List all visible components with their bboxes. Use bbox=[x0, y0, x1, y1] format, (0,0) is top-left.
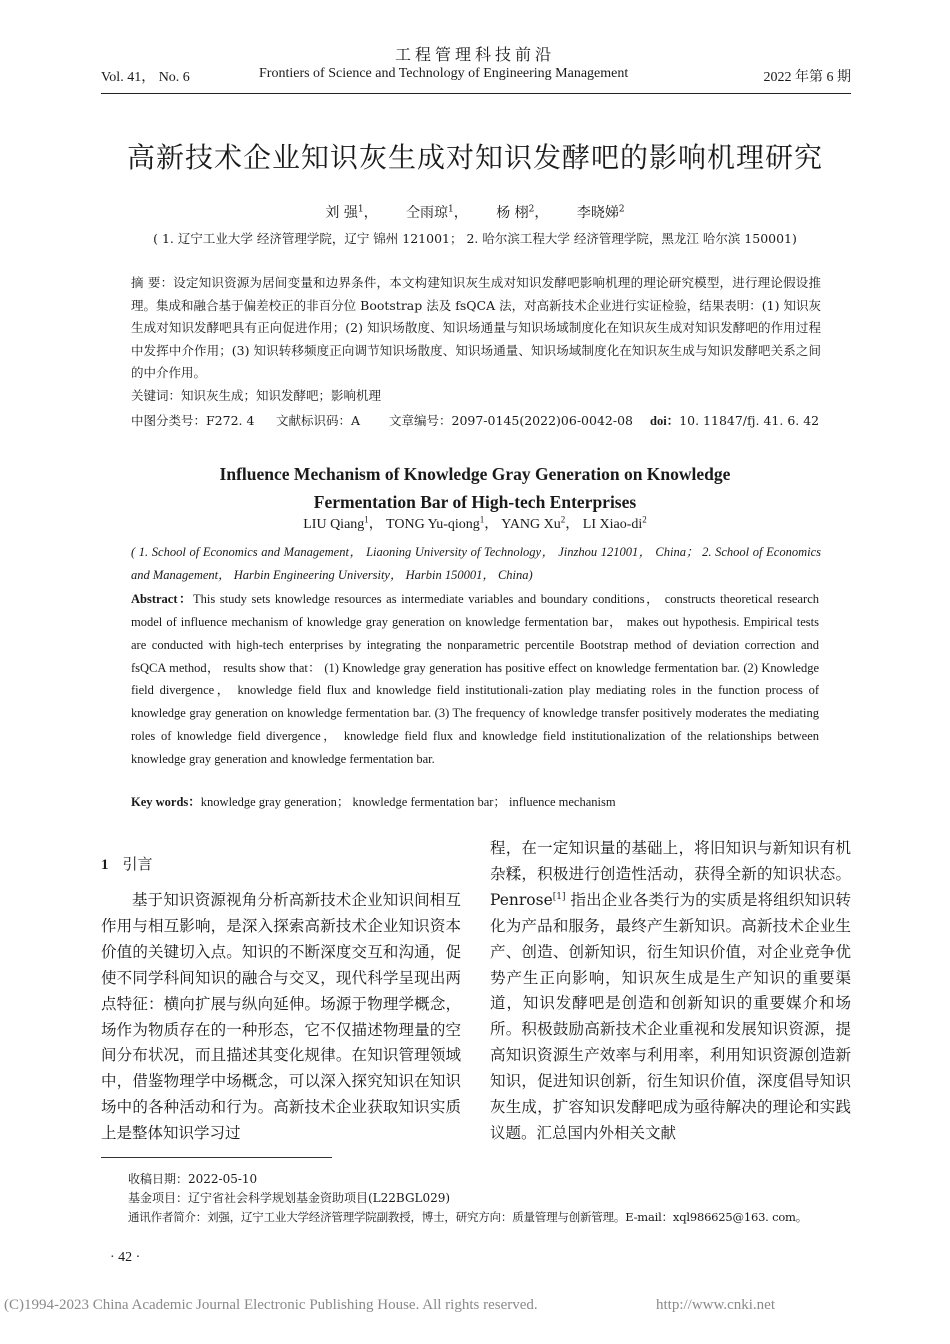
abstract-en-label: Abstract： bbox=[131, 592, 193, 606]
page-number: · 42 · bbox=[110, 1250, 141, 1265]
body-column-right: 程，在一定知识量的基础上，将旧知识与新知识有机杂糅，积极进行创造性活动，获得全新的知识状态。Penrose[1] 指出企业各类行为的实质是将组织知识转化为产品和服务，最终产生新知识。高新技术企业生产、创造、创新知识，衍生知识价值，对企业竞争优势产生正向影响，知识灰生成是生产知识的重要渠道，知识发酵吧是创造和创新知识的重要媒介和场所。积极鼓励高新技术企业重视和发展知识资源，提高知识资源生产效率与利用率，利用知识资源创造新知识，促进知识创新，衍生知识价值，深度倡导知识灰生成，扩容知识发酵吧成为亟待解决的理论和实践议题。汇总国内外相关文献 bbox=[490, 839, 851, 1142]
doi: doi：10. 11847/fj. 41. 6. 42 bbox=[650, 413, 820, 428]
author-cn: 仝雨琼$^1$， bbox=[406, 204, 468, 221]
volume-issue: Vol. 41， No. 6 bbox=[101, 70, 190, 85]
abstract-en bbox=[131, 588, 819, 771]
article-number: 文章编号：2097-0145(2022)06-0042-08 bbox=[389, 413, 633, 428]
journal-title-en: Frontiers of Science and Technology of Engineering Management bbox=[259, 66, 629, 81]
paper-title-cn: 高新技术企业知识灰生成对知识发酵吧的影响机理研究 bbox=[126, 141, 823, 174]
abstract-en-text: This study sets knowledge resources as intermediate variables and boundary conditions， constructs theoretical research model of influence mechanism of knowledge gray generation on knowledge fermentation bar， makes out hypothesis. Empirical tests are conducted with high-tech enterprises by integrating the nonparametric percentile Bootstrap method of deviation correction and fsQCA method， results show that： (1) Knowledge gray generation has positive effect on knowledge fermentation bar. (2) Knowledge field divergence， knowledge field flux and knowledge field institutionali-zation play mediating roles in the function process of knowledge gray generation on knowledge fermentation bar. (3) The frequency of knowledge transfer positively moderates the mediating roles of knowledge field divergence， knowledge field flux and knowledge field institutionalization of the relationships between knowledge gray generation and knowledge fermentation bar. bbox=[131, 592, 819, 766]
abstract-cn-text: 设定知识资源为居间变量和边界条件，本文构建知识灰生成对知识发酵吧影响机理的理论研究模型，进行理论假设推理。集成和融合基于偏差校正的非百分位 Bootstrap 法及 fsQCA 法，对高新技术企业进行实证检验，结果表明：(1) 知识灰生成对知识发酵吧具有正向促进作用；(2) 知识场散度、知识场通量与知识场域制度化在知识灰生成对知识发酵吧的作用过程中发挥中介作用；(3) 知识转移频度正向调节知识场散度、知识场通量、知识场域制度化在知识灰生成与知识发酵吧关系之间的中介作用。 bbox=[131, 275, 821, 380]
author-cn: 刘 强$^1$， bbox=[325, 204, 378, 221]
footnote-rule bbox=[101, 1157, 332, 1158]
journal-title-cn: 工程管理科技前沿 bbox=[394, 45, 555, 64]
doc-code: 文献标识码：A bbox=[276, 413, 361, 428]
paper-title-en: Influence Mechanism of Knowledge Gray Generation on Knowledge Fermentation Bar of High-tech Enterprises bbox=[219, 464, 731, 512]
header-rule bbox=[101, 93, 851, 94]
issue-cn: 2022 年第 6 期 bbox=[763, 70, 851, 85]
authors-en: LIU Qiang$^1$， TONG Yu-qiong$^1$， YANG Xu$^2$， LI Xiao-$di^2$ bbox=[303, 514, 647, 532]
affiliation-cn: ( 1. 辽宁工业大学 经济管理学院，辽宁 锦州 121001； 2. 哈尔滨工程大学 经济管理学院，黑龙江 哈尔滨 150001) bbox=[153, 231, 797, 246]
footnote-received: 收稿日期：2022-05-10 bbox=[128, 1172, 258, 1186]
section-heading: 1 引言 bbox=[101, 855, 153, 873]
abstract-cn-label: 摘 要： bbox=[131, 275, 174, 290]
affiliation-en: ( 1. School of Economics and Management， Liaoning University of Technology， Jinzhou 121001， China； 2. School of Economics and Management， Harbin Engineering University， Harbin 150001， China) bbox=[131, 545, 821, 582]
copyright-text: (C)1994-2023 China Academic Journal Electronic Publishing House. All rights reserved. bbox=[4, 1297, 538, 1313]
keywords-en: Key words：knowledge gray generation； knowledge fermentation bar； influence mechanism bbox=[131, 795, 616, 809]
footnote-fund: 基金项目：辽宁省社会科学规划基金资助项目(L22BGL029) bbox=[128, 1191, 451, 1205]
cnki-link[interactable]: http://www.cnki.net bbox=[656, 1297, 776, 1313]
body-column-left: 基于知识资源视角分析高新技术企业知识间相互作用与相互影响，是深入探索高新技术企业知识资本价值的关键切入点。知识的不断深度交互和沟通，促使不同学科间知识的融合与交叉，现代科学呈现出两点特征：横向扩展与纵向延伸。场源于物理学概念，场作为物质存在的一种形态，它不仅描述物理量的空间分布状况，而且描述其变化规律。在知识管理领域中，借鉴物理学中场概念，可以深入探究知识在知识场中的各种活动和行为。高新技术企业获取知识实质上是整体知识学习过 bbox=[101, 891, 461, 1143]
citation: [1] bbox=[552, 891, 566, 902]
authors-cn bbox=[0, 202, 950, 222]
author-cn: 杨 栩$^2$， bbox=[496, 204, 549, 221]
author-cn: 李晓娣$^2$ bbox=[576, 204, 625, 221]
footnote-author: 通讯作者简介：刘强，辽宁工业大学经济管理学院副教授，博士，研究方向：质量管理与创新管理。E-mail：xql986625@163. com。 bbox=[128, 1210, 808, 1224]
keywords-cn: 关键词：知识灰生成；知识发酵吧；影响机理 bbox=[131, 388, 382, 403]
clc-number: 中图分类号：F272. 4 bbox=[131, 413, 255, 428]
abstract-cn bbox=[131, 272, 821, 385]
